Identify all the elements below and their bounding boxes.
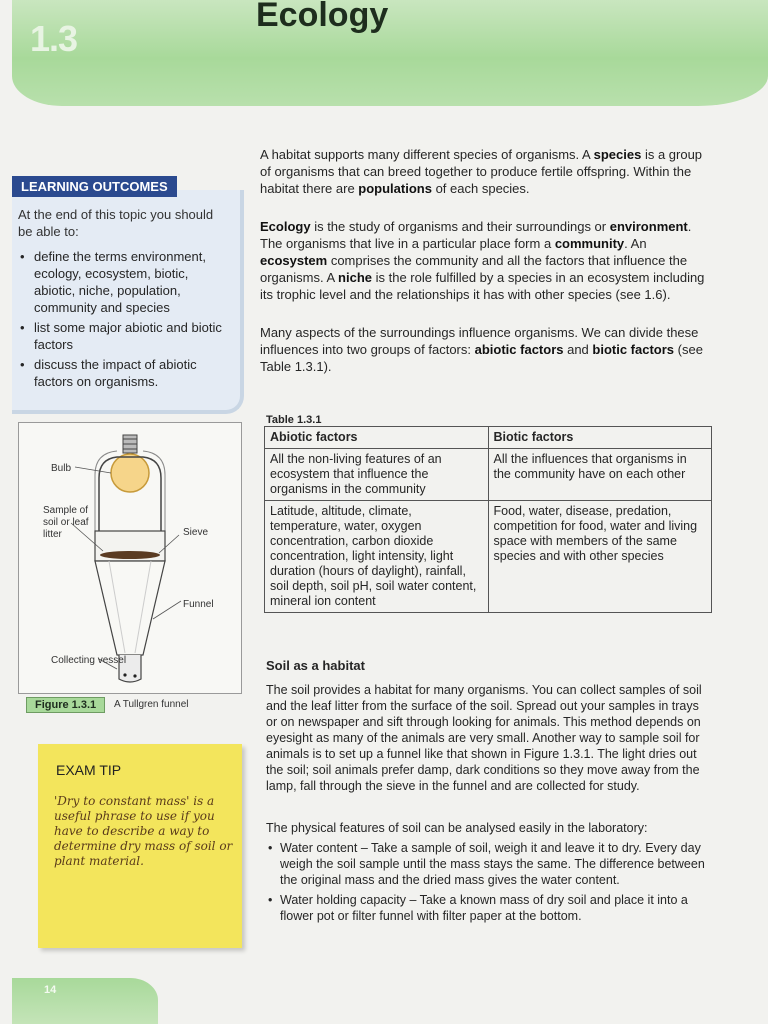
text-run: and — [563, 342, 593, 357]
header-band — [12, 0, 768, 106]
text-run: of each species. — [431, 181, 530, 196]
term-niche: niche — [338, 270, 373, 285]
tullgren-funnel-diagram — [19, 423, 241, 693]
learning-outcomes-list — [20, 248, 232, 393]
factors-table — [264, 426, 712, 613]
table-caption: Table 1.3.1 — [266, 414, 322, 426]
text-run: is the study of organisms and their surroundings or — [310, 219, 610, 234]
term-abiotic-factors: abiotic factors — [474, 342, 564, 357]
text-run: comprises the community and all the factors that influence the organisms. A — [260, 253, 688, 285]
text-run: (see Table 1.3.1). — [260, 342, 703, 374]
page-title: Ecology — [256, 0, 389, 34]
paragraph-habitat — [260, 146, 712, 197]
paragraph-physical-features: The physical features of soil can be analysed easily in the laboratory: — [266, 821, 648, 835]
footer-band — [12, 978, 158, 1024]
learning-outcome-item: • discuss the impact of abiotic factors on organisms. — [20, 356, 232, 390]
label-sieve: Sieve — [183, 527, 209, 538]
table-cell: All the influences that organisms in the community have on each other — [488, 449, 712, 501]
table-row — [265, 501, 712, 613]
learning-outcomes-intro: At the end of this topic you should be able to: — [18, 207, 214, 239]
learning-outcome-item: • define the terms environment, ecology, ecosystem, biotic, abiotic, niche, population, community and species — [20, 248, 232, 316]
table-cell: Latitude, altitude, climate, temperature, water, oxygen concentration, carbon dioxide concentration, light intensity, light duration (hours of daylight), rainfall, soil depth, soil pH, soil water content, mineral ion content — [265, 501, 489, 613]
table-header-abiotic: Abiotic factors — [265, 427, 489, 449]
figure-tag: Figure 1.3.1 — [26, 697, 105, 713]
section-heading-soil: Soil as a habitat — [266, 658, 365, 673]
exam-tip-note — [38, 744, 242, 948]
term-biotic-factors: biotic factors — [592, 342, 675, 357]
table-cell: Food, water, disease, predation, competition for food, water and living space with members of the same species and with other species — [488, 501, 712, 613]
table-row — [265, 449, 712, 501]
paragraph-ecology — [260, 218, 712, 303]
page-number: 14 — [44, 984, 57, 996]
term-environment: environment — [609, 219, 688, 234]
list-item: • Water holding capacity – Take a known mass of dry soil and place it into a flower pot or filter funnel with filter paper at the bottom. — [266, 892, 710, 924]
table-cell: All the non-living features of an ecosystem that influence the organisms in the community — [265, 449, 489, 501]
term-species: species — [593, 147, 642, 162]
learning-outcomes-heading: LEARNING OUTCOMES — [12, 176, 177, 197]
text-run: . The organisms that live in a particular place form a — [260, 219, 692, 251]
topic-number: 1.3 — [30, 18, 78, 59]
paragraph-aspects — [260, 324, 712, 375]
exam-tip-title: EXAM TIP — [56, 762, 122, 778]
text-run: . An — [624, 236, 647, 251]
term-ecology: Ecology — [260, 219, 311, 234]
text-run: Many aspects of the surroundings influence organisms. We can divide these influences into two groups of factors: — [260, 325, 699, 357]
table-header-biotic: Biotic factors — [488, 427, 712, 449]
term-populations: populations — [358, 181, 432, 196]
label-sample: Sample of soil or leaf litter — [43, 505, 89, 540]
paragraph-soil: The soil provides a habitat for many organisms. You can collect samples of soil and the leaf litter from the surface of the soil. Spread out your samples in trays or on newspaper and sift through looking for animals. This method depends on eyesight as many of the animals are very small. Another way to sample soil for animals is to set up a funnel like that shown in Figure 1.3.1. The light dries out the soil; soil animals prefer damp, dark conditions so they move away from the lamp, fall through the sieve in the funnel and are collected for study. — [266, 683, 702, 793]
term-ecosystem: ecosystem — [260, 253, 328, 268]
funnel — [95, 561, 165, 655]
table-header-row — [265, 427, 712, 449]
soil-sample — [100, 551, 160, 559]
text-run: is the role fulfilled by a species in an ecosystem including its trophic level and the relationships it has with other species (see 1.6). — [260, 270, 705, 302]
text-run: is a group of organisms that can breed together to produce fertile offspring. Within the habitat there are — [260, 147, 703, 196]
term-community: community — [554, 236, 625, 251]
soil-analysis-list — [266, 840, 710, 928]
figure-tullgren-funnel — [18, 422, 242, 694]
learning-outcome-item: • list some major abiotic and biotic factors — [20, 319, 232, 353]
label-bulb: Bulb — [51, 463, 72, 474]
text-run: A habitat supports many different species of organisms. A — [260, 147, 594, 162]
label-funnel: Funnel — [183, 599, 214, 610]
bulb-icon — [111, 454, 149, 492]
exam-tip-text: 'Dry to constant mass' is a useful phrase to use if you have to describe a way to determine dry mass of soil or plant material. — [54, 794, 233, 868]
figure-caption: A Tullgren funnel — [114, 699, 189, 710]
label-collecting-vessel: Collecting vessel — [51, 655, 127, 666]
list-item: • Water content – Take a sample of soil, weigh it and leave it to dry. Every day weigh the soil sample until the mass stays the same. The difference between the original mass and the dried mass gives the water content. — [266, 840, 710, 888]
